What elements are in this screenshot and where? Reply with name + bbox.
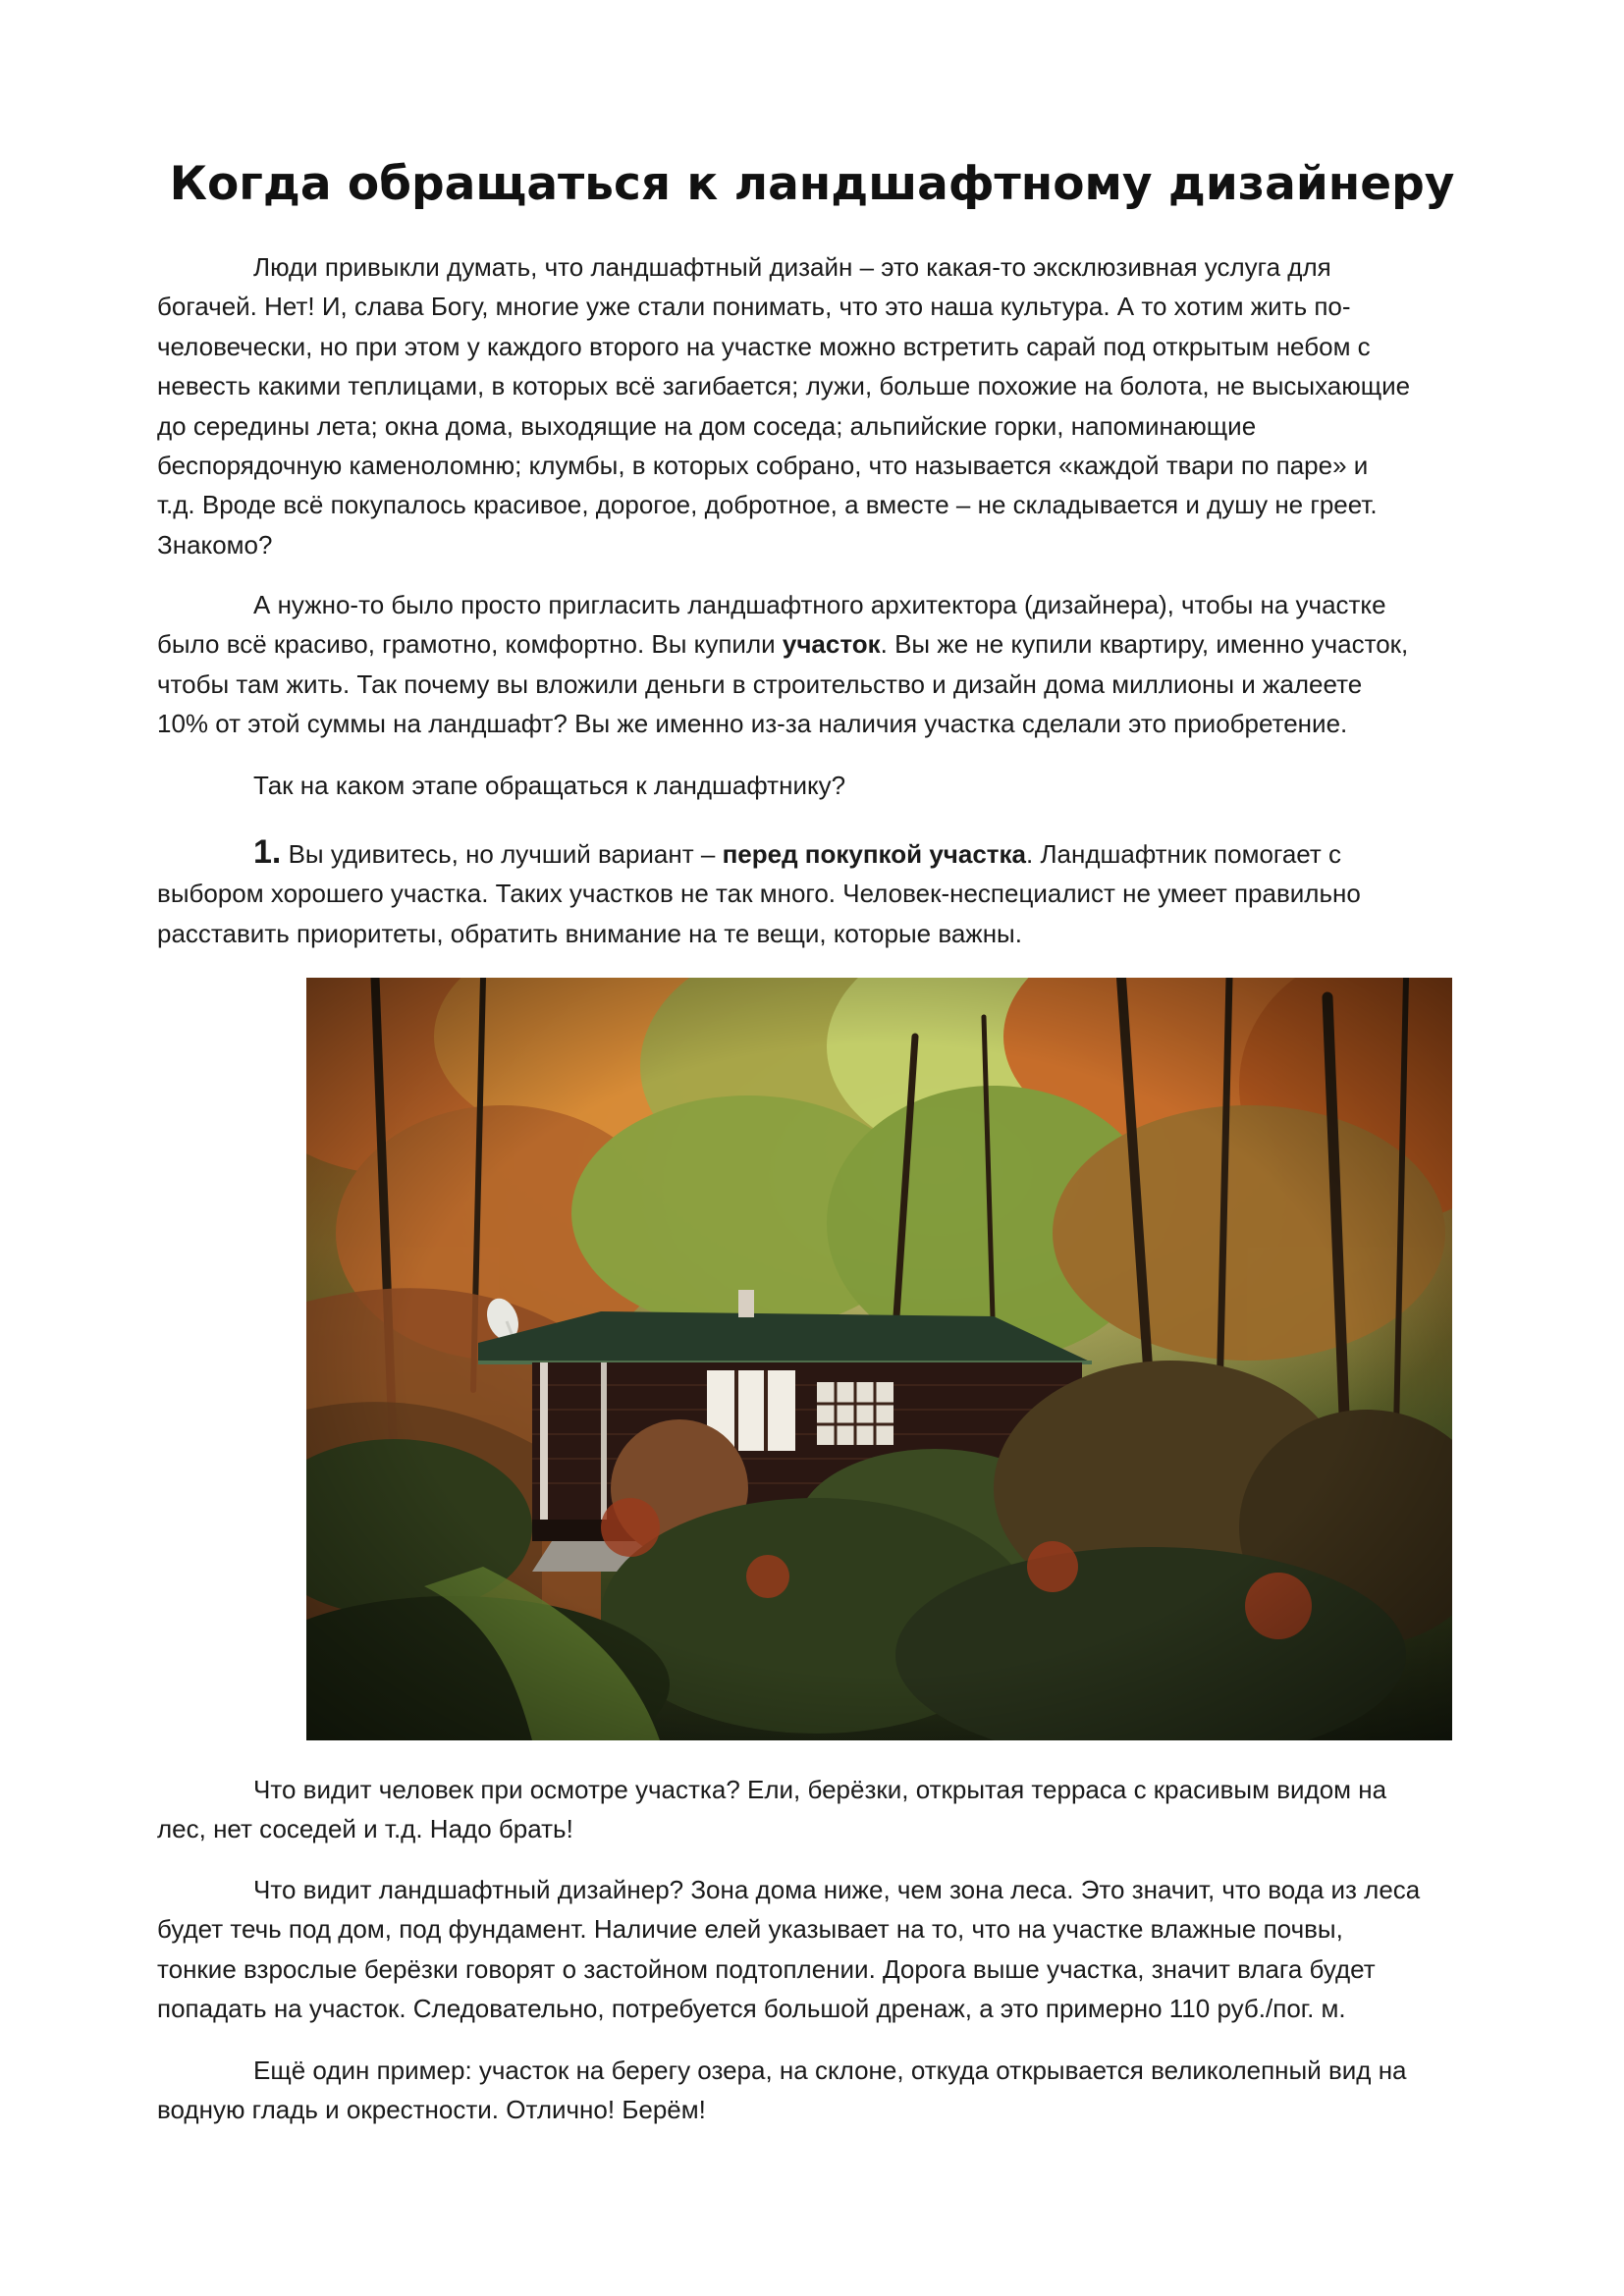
text-line: Что видит человек при осмотре участка? Ели, берёзки, открытая терраса с красивым видом на — [253, 1775, 1387, 1804]
text-line: беспорядочную каменоломню; клумбы, в которых собрано, что называется «каждой твари по паре» и — [157, 451, 1369, 481]
paragraph-architect — [157, 585, 1510, 744]
text-line: А нужно-то было просто пригласить ландшафтного архитектора (дизайнера), чтобы на участке — [253, 590, 1386, 619]
text-line: до середины лета; окна дома, выходящие на дом соседа; альпийские горки, напоминающие — [157, 410, 1257, 441]
text-line — [157, 832, 1510, 874]
paragraph-lake-example — [157, 2051, 1510, 2130]
text-line: Так на каком этапе обращаться к ландшафтнику? — [253, 771, 846, 800]
text-line: Знакомо? — [157, 529, 273, 560]
text-line: Люди привыкли думать, что ландшафтный дизайн – это какая-то эксклюзивная услуга для — [253, 252, 1331, 282]
bold-text-before-purchase: перед покупкой участка — [722, 839, 1026, 869]
text-segment: Вы удивитесь, но лучший вариант – — [281, 839, 723, 869]
text-line: т.д. Вроде всё покупалось красивое, дорогое, добротное, а вместе – не складывается и душу не греет. — [157, 490, 1378, 520]
bold-text-uchastok: участок — [782, 629, 881, 660]
text-line: человечески, но при этом у каждого второго на участке можно встретить сарай под открытым небом с — [157, 331, 1371, 361]
paragraph-point-1 — [157, 832, 1510, 953]
text-line: будет течь под дом, под фундамент. Наличие елей указывает на то, что на участке влажные почвы, — [157, 1914, 1343, 1945]
text-line: тонкие взрослые берёзки говорят о застойном подтоплении. Дорога выше участка, значит влага будет — [157, 1953, 1376, 1984]
paragraph-intro — [157, 247, 1510, 564]
paragraph-buyer-view — [157, 1770, 1510, 1849]
text-line: водную гладь и окрестности. Отлично! Берём! — [157, 2095, 706, 2125]
page-title: Когда обращаться к ландшафтному дизайнеру — [169, 157, 1455, 211]
text-line: Что видит ландшафтный дизайнер? Зона дома ниже, чем зона леса. Это значит, что вода из леса — [253, 1875, 1421, 1904]
list-number: 1. — [253, 833, 282, 871]
text-line: 10% от этой суммы на ландшафт? Вы же именно из-за наличия участка сделали это приобретение. — [157, 709, 1348, 739]
text-line: Ещё один пример: участок на берегу озера, на склоне, откуда открывается великолепный вид на — [253, 2056, 1407, 2085]
forest-cabin-illustration — [306, 978, 1452, 1740]
paragraph-designer-view — [157, 1870, 1510, 2029]
paragraph-question — [157, 766, 1510, 805]
text-line: выбором хорошего участка. Таких участков не так много. Человек-неспециалист не умеет правильно — [157, 879, 1361, 909]
forest-cabin-photo — [306, 978, 1452, 1740]
text-segment: . Ландшафтник помогает с — [1026, 839, 1342, 869]
text-line: расставить приоритеты, обратить внимание на те вещи, которые важны. — [157, 918, 1022, 948]
text-line: лес, нет соседей и т.д. Надо брать! — [157, 1814, 573, 1844]
text-line: чтобы там жить. Так почему вы вложили деньги в строительство и дизайн дома миллионы и жалеете — [157, 668, 1363, 699]
text-line: богачей. Нет! И, слава Богу, многие уже стали понимать, что это наша культура. А то хотим жить по- — [157, 292, 1351, 322]
text-line: невесть какими теплицами, в которых всё загибается; лужи, больше похожие на болота, не высыхающие — [157, 371, 1411, 401]
text-segment: было всё красиво, грамотно, комфортно. Вы купили — [157, 629, 783, 660]
text-line — [157, 624, 1510, 664]
text-segment: . Вы же не купили квартиру, именно участок, — [880, 629, 1409, 660]
text-line: попадать на участок. Следовательно, потребуется большой дренаж, а это примерно 110 руб./пог. м. — [157, 1994, 1346, 2024]
